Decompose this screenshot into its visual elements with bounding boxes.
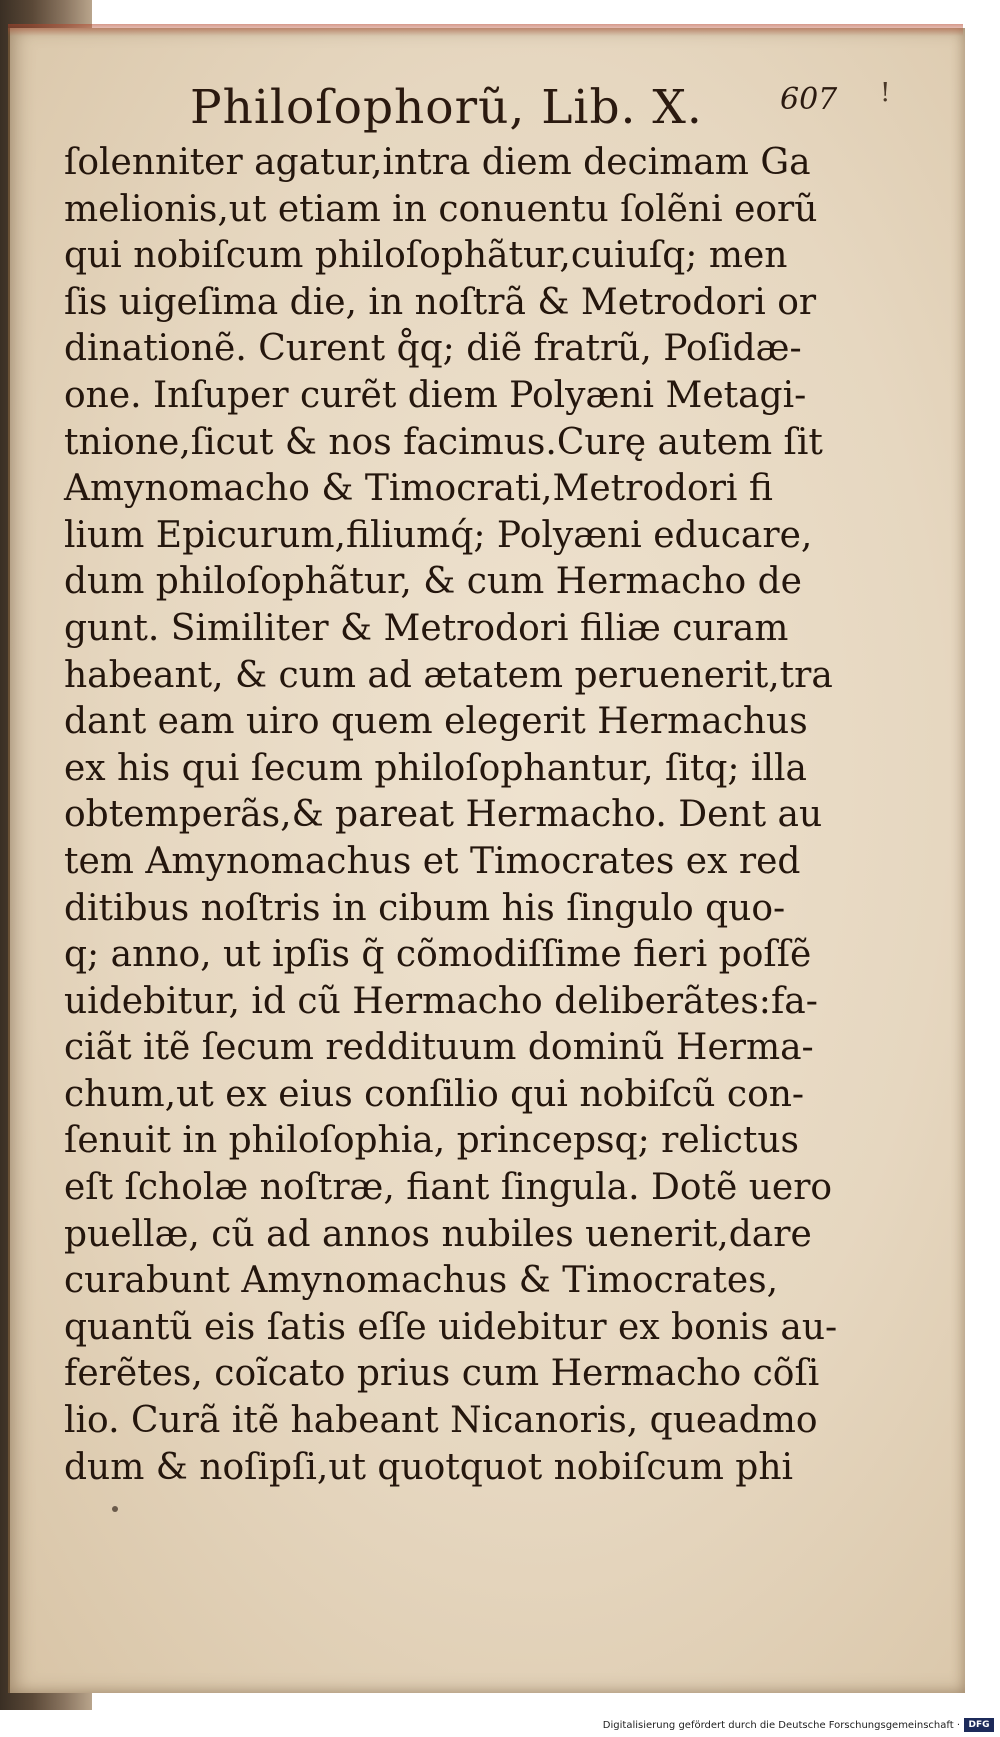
text-line: tnione,ſicut & nos facimus.Curę autem ſit (64, 421, 823, 463)
text-line: gunt. Similiter & Metrodori filiæ curam (64, 607, 789, 649)
dfg-logo: DFG (964, 1718, 994, 1732)
text-line: lium Epicurum,filiumq́; Polyæni educare, (64, 514, 813, 556)
text-line: dant eam uiro quem elegerit Hermachus (64, 701, 808, 743)
text-line: ditibus noſtris in cibum his ſingulo quo- (64, 887, 786, 929)
text-line: eſt ſcholæ noſtræ, fiant ſingula. Dotẽ uero (64, 1167, 833, 1209)
text-line: curabunt Amynomachus & Timocrates, (64, 1260, 779, 1302)
running-head: Philoſophorũ, Lib. X. (190, 80, 703, 135)
page-number: 607 (780, 82, 838, 117)
text-line: ſolenniter agatur,intra diem decimam Ga (64, 142, 811, 183)
text-line: ciãt itẽ ſecum reddituum dominũ Herma- (64, 1027, 814, 1069)
text-line: ſenuit in philoſophia, princepsq; relictus (64, 1120, 799, 1162)
ink-spot (112, 1506, 118, 1512)
text-line: dinationẽ. Curent q̊q; diẽ fratrũ, Poſidæ- (64, 328, 802, 370)
text-line: ſis uigeſima die, in noſtrã & Metrodori or (64, 281, 817, 323)
text-line: qui nobiſcum philoſophãtur,cuiuſq; men (64, 235, 788, 277)
text-line: one. Inſuper curẽt diem Polyæni Metagi- (64, 374, 807, 416)
text-line: dum & noſipſi,ut quotquot nobiſcum phi (64, 1446, 794, 1488)
text-line: tem Amynomachus et Timocrates ex red (64, 840, 801, 882)
text-line: ferẽtes, coĩcato prius cum Hermacho cõſi (64, 1353, 820, 1395)
text-line: q; anno, ut ipſis q̃ cõmodiſſime fieri poſſẽ (64, 934, 812, 976)
text-line: lio. Curã itẽ habeant Nicanoris, queadmo (64, 1400, 818, 1442)
text-line: obtemperãs,& pareat Hermacho. Dent au (64, 794, 823, 836)
text-line: uidebitur, id cũ Hermacho deliberãtes:fa- (64, 980, 818, 1022)
text-line: melionis,ut etiam in conuentu ſolẽni eorũ (64, 188, 818, 230)
text-line: Amynomacho & Timocrati,Metrodori fi (64, 468, 773, 510)
text-line: habeant, & cum ad ætatem peruenerit,tra (64, 654, 833, 696)
text-line: quantũ eis ſatis eſſe uidebitur ex bonis au- (64, 1306, 838, 1348)
margin-mark: ! (880, 78, 891, 108)
text-line: chum,ut ex eius conſilio qui nobiſcũ con- (64, 1073, 805, 1115)
text-line: ex his qui ſecum philoſophantur, ſitq; illa (64, 747, 807, 789)
funding-credit: Digitalisierung gefördert durch die Deutsche Forschungsgemeinschaft · (602, 1720, 960, 1731)
page-edge-stain (8, 24, 963, 36)
text-line: puellæ, cũ ad annos nubiles uenerit,dare (64, 1213, 812, 1255)
body-text (64, 140, 838, 1491)
text-line: dum philoſophãtur, & cum Hermacho de (64, 561, 802, 603)
